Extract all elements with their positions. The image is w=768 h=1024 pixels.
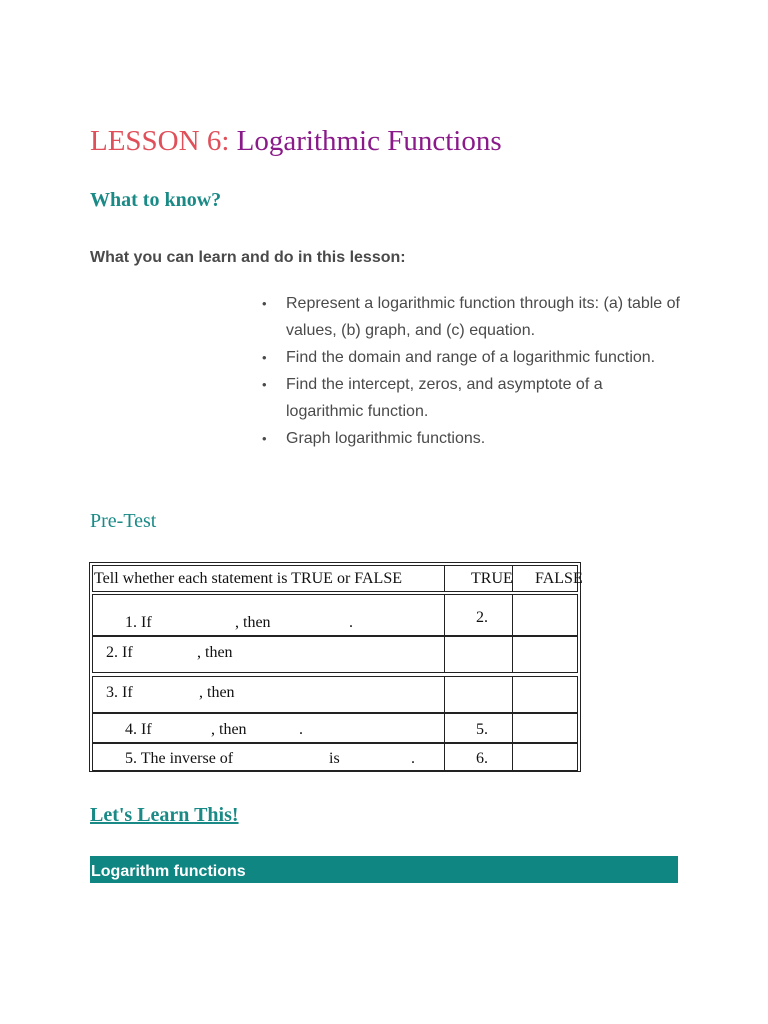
pretest-heading: Pre-Test (90, 510, 157, 532)
topic-bar-label: Logarithm functions (91, 863, 246, 880)
false-header: FALSE (535, 570, 583, 587)
pretest-table (89, 562, 581, 772)
lesson-number: LESSON 6: (90, 125, 230, 157)
table-row: 3. If , then (92, 676, 578, 713)
table-row: 2. If , then (92, 636, 578, 673)
lesson-topic: Logarithmic Functions (236, 125, 502, 157)
objectives-list (262, 290, 682, 452)
table-row: 4. If , then . 5. (92, 713, 578, 743)
topic-bar (90, 856, 678, 883)
objective-item: • Find the intercept, zeros, and asymptote of a logarithmic function. (262, 371, 682, 425)
lesson-title (90, 122, 502, 160)
table-row: 1. If , then . 2. (92, 594, 578, 636)
what-to-know-heading: What to know? (90, 189, 222, 211)
objective-item: • Represent a logarithmic function through its: (a) table of values, (b) graph, and (c) equation. (262, 290, 682, 344)
objective-item: • Find the domain and range of a logarithmic function. (262, 344, 682, 371)
lets-learn-link[interactable]: Let's Learn This! (90, 804, 239, 826)
true-header: TRUE (471, 570, 513, 587)
intro-text: What you can learn and do in this lesson: (90, 249, 406, 266)
table-row: 5. The inverse of is . 6. (92, 743, 578, 771)
objective-item: • Graph logarithmic functions. (262, 425, 682, 452)
table-header-row (92, 565, 583, 592)
table-instruction: Tell whether each statement is TRUE or FALSE (94, 570, 402, 587)
